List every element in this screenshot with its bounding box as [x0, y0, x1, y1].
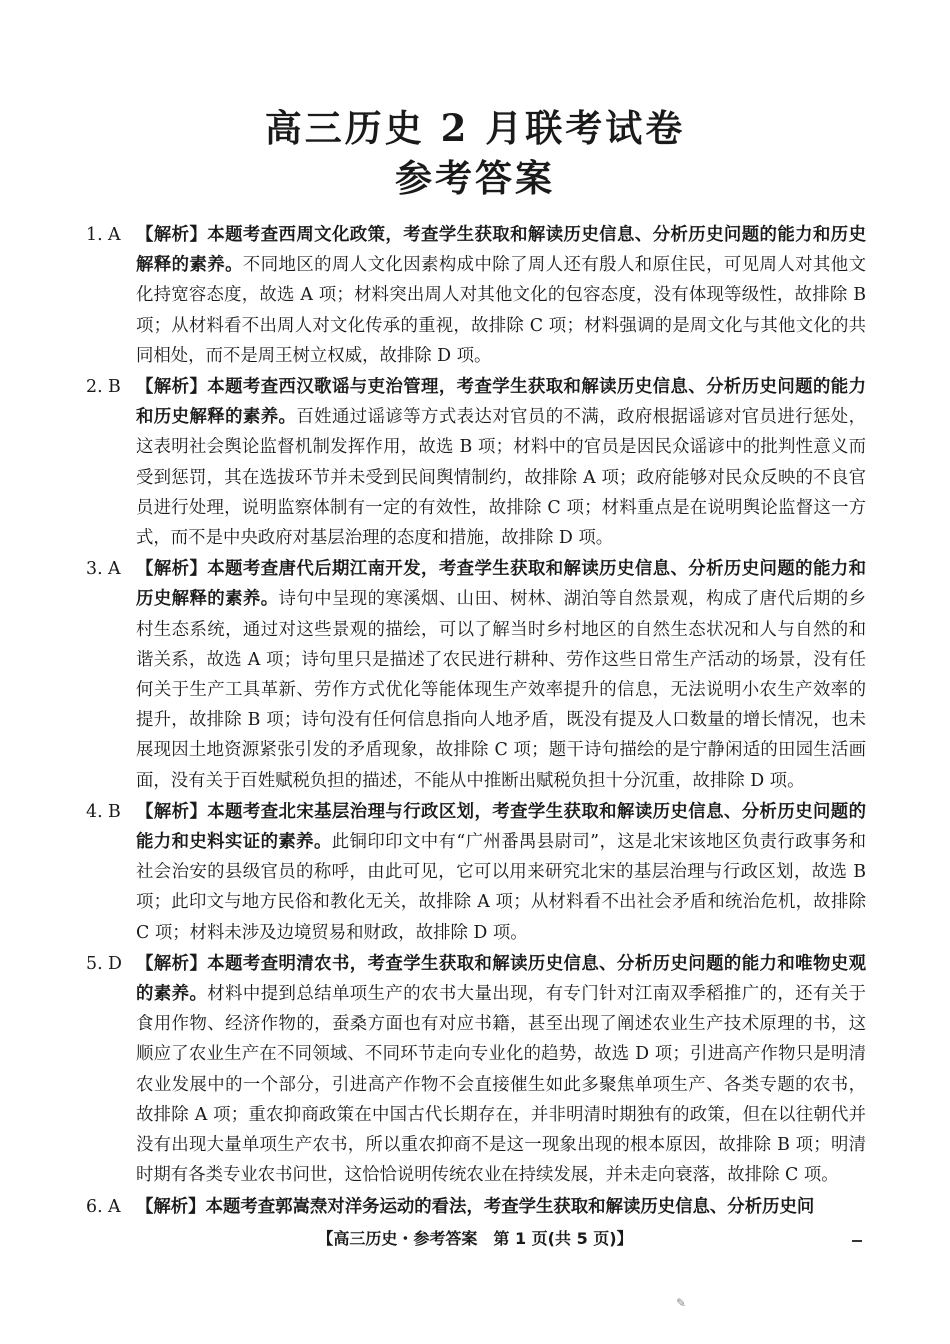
analysis-tag: 【解析】 [136, 377, 208, 398]
item-number: 2. [86, 377, 103, 398]
analysis-lead: 本题考查唐代后期江南开发，考查学生获取和解读历史信息、分析历史问题的能力和历史解释的素养。 [136, 559, 866, 610]
page-footer: 【高三历史・参考答案 第 1 页(共 5 页)】 [317, 1229, 633, 1248]
answer-item-2 [86, 372, 866, 553]
analysis-tag: 【解析】 [136, 559, 208, 580]
analysis-lead: 本题考查西周文化政策，考查学生获取和解读历史信息、分析历史问题的能力和历史解释的素养。 [136, 225, 866, 276]
answer-item-4 [86, 797, 866, 948]
analysis-body: 不同地区的周人文化因素构成中除了周人还有殷人和原住民，可见周人对其他文化持宽容态度，故选 A 项；材料突出周人对其他文化的包容态度，没有体现等级性，故排除 B 项；从材料看不出周人对文化传承的重视，故排除 C 项；材料强调的是周文化与其他文化的共同相处，而不是周王树立权威，故排除 D 项。 [136, 255, 866, 366]
analysis-lead: 本题考查明清农书，考查学生获取和解读历史信息、分析历史问题的能力和唯物史观的素养。 [136, 953, 866, 1005]
answer-item-5 [86, 949, 866, 1191]
analysis-tag: 【解析】 [136, 801, 208, 822]
analysis-body: 百姓通过谣谚等方式表达对官员的不满，政府根据谣谚对官员进行惩处，这表明社会舆论监督机制发挥作用，故选 B 项；材料中的官员是因民众谣谚中的批判性意义而受到惩罚，其在选拔环节并未受到民间舆情制约，故排除 A 项；政府能够对民众反映的不良官员进行处理，说明监察体制有一定的有效性，故排除 C 项；材料重点是在说明舆论监督这一方式，而不是中央政府对基层治理的态度和措施，故排除 D 项。 [136, 407, 866, 549]
item-answer: A [108, 559, 121, 580]
item-number: 6. [86, 1196, 103, 1217]
item-answer: A [108, 225, 121, 245]
page-title: 高三历史 2 月联考试卷 [264, 106, 686, 150]
item-number: 1. [86, 225, 103, 245]
analysis-lead: 本题考查郭嵩焘对洋务运动的看法，考查学生获取和解读历史信息、分析历史问 [205, 1196, 815, 1217]
item-number: 3. [86, 559, 103, 580]
analysis-tag: 【解析】 [136, 953, 208, 974]
analysis-lead: 本题考查西汉歌谣与吏治管理，考查学生获取和解读历史信息、分析历史问题的能力和历史解释的素养。 [136, 377, 866, 428]
page-subtitle: 参考答案 [395, 156, 555, 200]
scan-smudge: ✎ [676, 1296, 687, 1310]
analysis-tag: 【解析】 [136, 1196, 206, 1217]
analysis-body: 诗句中呈现的寒溪烟、山田、树林、湖泊等自然景观，构成了唐代后期的乡村生态系统，通过对这些景观的描绘，可以了解当时乡村地区的自然生态状况和人与自然的和谐关系，故选 A 项；诗句里只是描述了农民进行耕种、劳作这些日常生产活动的场景，没有任何关于生产工具革新、劳作方式优化等能体现生产效率提升的信息，无法说明小农生产效率的提升，故排除 B 项；诗句没有任何信息指向人地矛盾，既没有提及人口数量的增长情况，也未展现因土地资源紧张引发的矛盾现象，故排除 C 项；题干诗句描绘的是宁静闲适的田园生活画面，没有关于百姓赋税负担的描述，不能从中推断出赋税负担十分沉重，故排除 D 项。 [136, 589, 866, 791]
answer-item-1 [86, 220, 866, 371]
answer-item-3 [86, 554, 866, 796]
item-answer: A [108, 1196, 121, 1217]
analysis-lead: 本题考查北宋基层治理与行政区划，考查学生获取和解读历史信息、分析历史问题的能力和史料实证的素养。 [136, 801, 866, 853]
analysis-tag: 【解析】 [136, 225, 208, 245]
item-answer: B [108, 377, 121, 398]
answer-list [86, 220, 866, 1223]
item-number: 5. [86, 953, 103, 974]
item-answer: B [108, 801, 121, 822]
analysis-body: 材料中提到总结单项生产的农书大量出现，有专门针对江南双季稻推广的，还有关于食用作物、经济作物的，蚕桑方面也有对应书籍，甚至出现了阐述农业生产技术原理的书，这顺应了农业生产在不同领域、不同环节走向专业化的趋势，故选 D 项；引进高产作物只是明清农业发展中的一个部分，引进高产作物不会直接催生如此多聚焦单项生产、各类专题的农书，故排除 A 项；重农抑商政策在中国古代长期存在，并非明清时期独有的政策，但在以往朝代并没有出现大量单项生产农书，所以重农抑商不是这一现象出现的根本原因，故排除 B 项；明清时期有各类专业农书问世，这恰恰说明传统农业在持续发展，并未走向衰落，故排除 C 项。 [136, 984, 866, 1186]
item-number: 4. [86, 801, 103, 822]
item-answer: D [108, 953, 122, 974]
corner-mark [852, 1240, 862, 1242]
analysis-body: 此铜印印文中有“广州番禺县尉司”，这是北宋该地区负责行政事务和社会治安的县级官员的称呼，由此可见，它可以用来研究北宋的基层治理与行政区划，故选 B 项；此印文与地方民俗和教化无关，故排除 A 项；从材料看不出社会矛盾和统治危机，故排除 C 项；材料未涉及边境贸易和财政，故排除 D 项。 [136, 832, 866, 943]
answer-item-6 [86, 1192, 866, 1222]
